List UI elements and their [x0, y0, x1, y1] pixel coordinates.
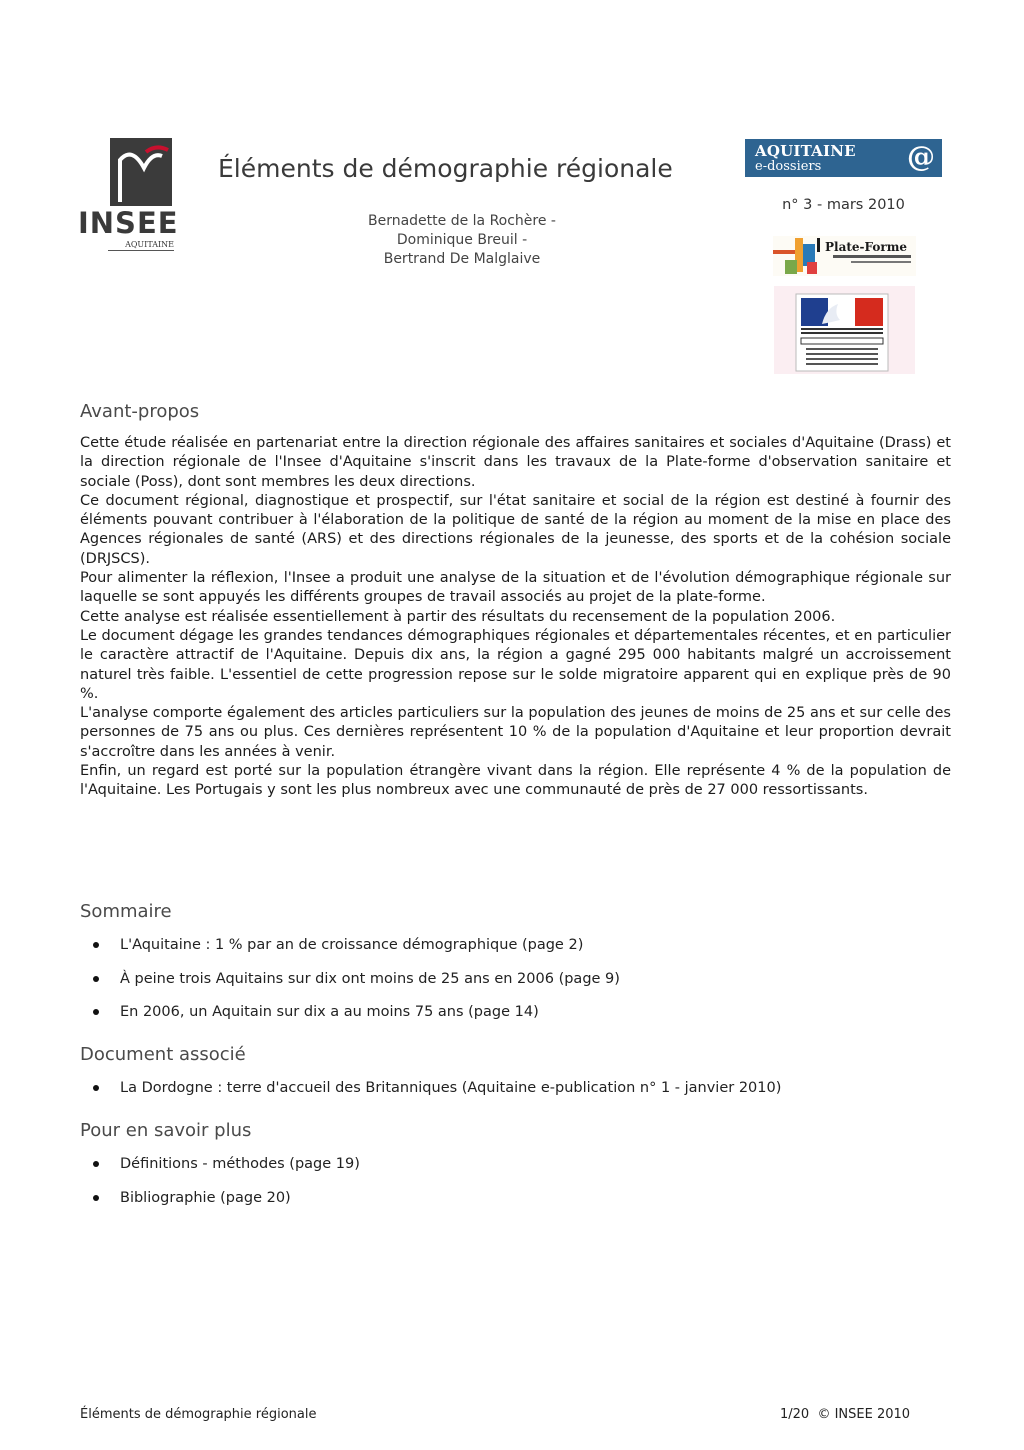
bullet-icon: [93, 1161, 99, 1167]
sommaire-list: [80, 935, 620, 1036]
at-sign-icon: @: [907, 140, 935, 173]
bullet-icon: [93, 976, 99, 982]
plateforme-logo-text: Plate-Forme: [825, 240, 908, 254]
avant-propos-body: [80, 434, 951, 801]
republique-francaise-logo: [774, 286, 915, 374]
insee-logo: [78, 136, 178, 258]
footer-title: Éléments de démographie régionale: [80, 1407, 317, 1422]
en-savoir-plus-item[interactable]: [80, 1188, 360, 1222]
en-savoir-plus-item-label: Bibliographie (page 20): [120, 1189, 291, 1206]
en-savoir-plus-list: [80, 1154, 360, 1221]
plateforme-logo: [773, 236, 916, 276]
aquitaine-logo-line1: AQUITAINE: [755, 142, 856, 160]
document-associe-list: [80, 1078, 781, 1112]
insee-logo-subtitle: AQUITAINE: [108, 240, 174, 251]
sommaire-item[interactable]: [80, 935, 620, 969]
author-2: Dominique Breuil -: [396, 232, 528, 248]
footer-page-copyright: 1/20 © INSEE 2010: [780, 1407, 911, 1422]
document-associe-heading: Document associé: [80, 1044, 246, 1065]
document-associe-item-label: La Dordogne : terre d'accueil des Britanniques (Aquitaine e-publication n° 1 - janvier 2010): [120, 1080, 782, 1096]
aquitaine-logo-line2: e-dossiers: [755, 159, 822, 174]
document-associe-item[interactable]: [80, 1078, 781, 1112]
sommaire-item-label: L'Aquitaine : 1 % par an de croissance démographique (page 2): [120, 937, 584, 953]
paragraph: Cette étude réalisée en partenariat entre la direction régionale des affaires sanitaires et sociales d'Aquitaine (Drass) et la direction régionale de l'Insee d'Aquitaine s'inscrit dans les travaux de la Plate-forme d'observation sanitaire et sociale (Poss), dont sont membres les deux directions.: [80, 435, 951, 490]
sommaire-item[interactable]: [80, 1002, 620, 1036]
en-savoir-plus-item-label: Définitions - méthodes (page 19): [120, 1156, 360, 1172]
bullet-icon: [93, 942, 99, 948]
paragraph: Cette analyse est réalisée essentiellement à partir des résultats du recensement de la population 2006.: [80, 608, 836, 625]
paragraph: L'analyse comporte également des articles particuliers sur la population des jeunes de moins de 25 ans et sur celle des personnes de 75 ans ou plus. Ces dernières représentent 10 % de la population d'Aquitaine et leur proportion devrait s'accroître dans les années à venir.: [80, 705, 951, 760]
sommaire-item[interactable]: [80, 969, 620, 1003]
authors: [330, 212, 594, 269]
en-savoir-plus-item[interactable]: [80, 1154, 360, 1188]
author-1: Bernadette de la Rochère -: [367, 213, 556, 229]
page-title: Éléments de démographie régionale: [218, 154, 673, 183]
sommaire-item-label: À peine trois Aquitains sur dix ont moins de 25 ans en 2006 (page 9): [120, 970, 620, 987]
bullet-icon: [93, 1195, 99, 1201]
bullet-icon: [93, 1085, 99, 1091]
author-3: Bertrand De Malglaive: [383, 251, 541, 267]
en-savoir-plus-heading: Pour en savoir plus: [80, 1120, 252, 1141]
insee-logo-mark: [110, 138, 172, 206]
paragraph: Pour alimenter la réflexion, l'Insee a produit une analyse de la situation et de l'évolution démographique régionale sur laquelle se sont appuyés les différents groupes de travail associés au projet de la plate-forme.: [80, 570, 951, 606]
issue-number: n° 3 - mars 2010: [782, 197, 905, 213]
insee-logo-word: INSEE: [78, 206, 179, 240]
paragraph: Enfin, un regard est porté sur la population étrangère vivant dans la région. Elle représente 4 % de la population de l'Aquitaine. Les Portugais y sont les plus nombreux avec une communauté de près de 27 000 ressortissants.: [80, 763, 951, 799]
paragraph: Ce document régional, diagnostique et prospectif, sur l'état sanitaire et social de la région est destiné à fournir des éléments pouvant contribuer à l'élaboration de la politique de santé de la région au moment de la mise en place des Agences régionales de santé (ARS) et des directions régionales de la jeunesse, des sports et de la cohésion sociale (DRJSCS).: [80, 492, 951, 567]
aquitaine-edossiers-logo: [745, 139, 942, 177]
sommaire-heading: Sommaire: [80, 901, 172, 922]
avant-propos-heading: Avant-propos: [80, 401, 200, 422]
bullet-icon: [93, 1009, 99, 1015]
paragraph: Le document dégage les grandes tendances démographiques régionales et départementales récentes, et en particulier le caractère attractif de l'Aquitaine. Depuis dix ans, la région a gagné 295 000 habitants malgré un accroissement naturel très faible. L'essentiel de cette progression repose sur le solde migratoire apparent qui en explique près de 90 %.: [80, 627, 951, 702]
sommaire-item-label: En 2006, un Aquitain sur dix a au moins 75 ans (page 14): [120, 1004, 539, 1020]
